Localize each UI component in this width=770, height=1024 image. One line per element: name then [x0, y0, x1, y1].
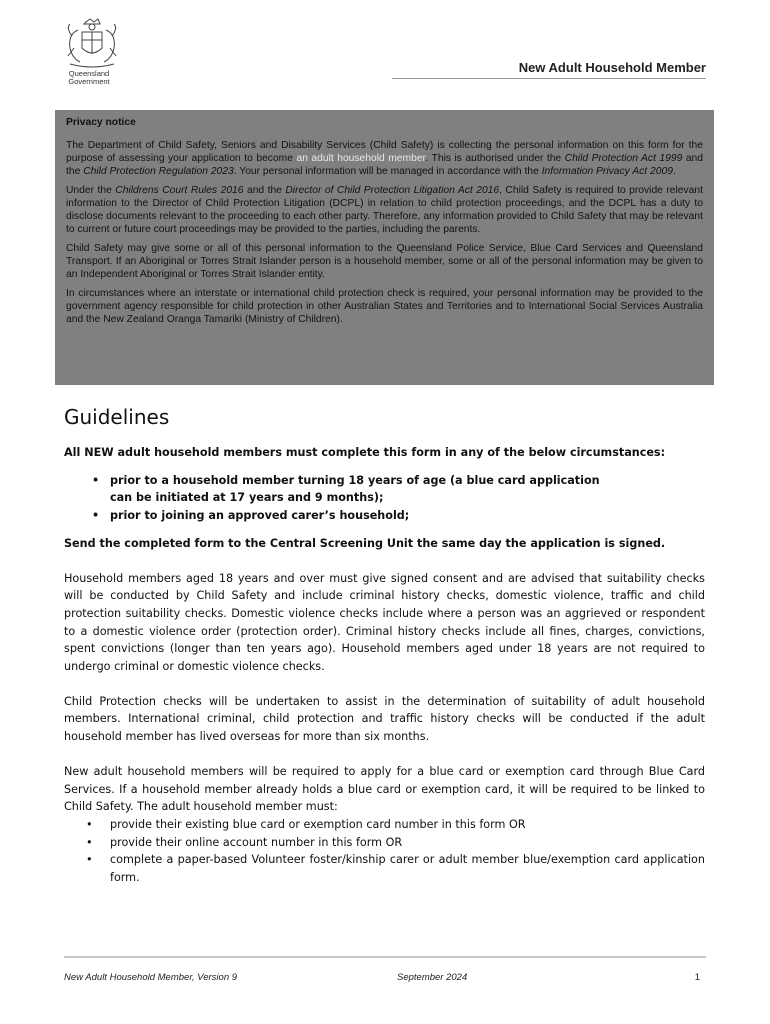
- logo-text: Queensland Government: [68, 69, 110, 86]
- queensland-government-logo: [62, 18, 124, 88]
- coat-of-arms-icon: [64, 18, 120, 70]
- list-item: • complete a paper-based Volunteer foster/kinship carer or adult member blue/exemption card application form.: [64, 851, 705, 886]
- child-protection-checks-paragraph: Child Protection checks will be undertaken to assist in the determination of suitability of adult household members. International criminal, child protection and traffic history checks will be conducted if the adult household member has lived overseas for more than six months.: [64, 694, 705, 744]
- guidelines-section: [64, 404, 705, 887]
- page-title: New Adult Household Member: [518, 60, 706, 75]
- footer-date: September 2024: [397, 972, 468, 983]
- page-number: 1: [694, 972, 700, 983]
- privacy-paragraph-2: Under the Childrens Court Rules 2016 and the Director of Child Protection Litigation Act 2016, Child Safety is required to provide relevant information to the Director of Child Protection Litigation (DCPL) in relation to child protection proceedings, and the DCPL has a duty to disclose documents relevant to the proceeding to each other party. Therefore, any information provided to Child Safety that may be relevant to current or future court proceedings may be provided to the parties, including the parents.: [66, 185, 703, 235]
- privacy-notice: [55, 110, 714, 385]
- footer-divider: [64, 956, 706, 958]
- suitability-checks-paragraph: Household members aged 18 years and over must give signed consent and are advised that suitability checks will be conducted by Child Safety and include criminal history checks, domestic violence, traffic and child protection suitability checks. Domestic violence checks include where a person was an aggrieved or respondent to a domestic violence order (protection order). Criminal history checks include all fines, charges, convictions, spent convictions (longer than ten years ago). Household members aged under 18 years are not required to undergo criminal or domestic violence checks.: [64, 571, 705, 674]
- list-item: • prior to joining an approved carer’s household;: [64, 507, 610, 525]
- guidelines-heading: Guidelines: [64, 405, 170, 429]
- privacy-heading: Privacy notice: [66, 117, 136, 128]
- privacy-paragraph-1: The Department of Child Safety, Seniors and Disability Services (Child Safety) is collecting the personal information on this form for the purpose of assessing your application to become an adult household member. This is authorised under the Child Protection Act 1999 and the Child Protection Regulation 2023. Your personal information will be managed in accordance with the Information Privacy Act 2009.: [66, 140, 703, 177]
- send-instruction: Send the completed form to the Central Screening Unit the same day the application is signed.: [64, 536, 666, 550]
- list-item: • provide their online account number in this form OR: [64, 834, 705, 852]
- privacy-paragraph-3: Child Safety may give some or all of this personal information to the Queensland Police Service, Blue Card Services and Queensland Transport. If an Aboriginal or Torres Strait Islander person is a household member, some or all of the personal information may be given to an Independent Aboriginal or Torres Strait Islander entity.: [66, 243, 703, 280]
- guidelines-intro: All NEW adult household members must complete this form in any of the below circumstances:: [64, 446, 666, 459]
- header-divider: [392, 78, 706, 79]
- blue-card-paragraph: New adult household members will be required to apply for a blue card or exemption card through Blue Card Services. If a household member already holds a blue card or exemption card, it will be required to be linked to Child Safety. The adult household member must:: [64, 764, 705, 814]
- list-item: • prior to a household member turning 18 years of age (a blue card application can be initiated at 17 years and 9 months);: [64, 472, 610, 507]
- requirements-list: [64, 816, 705, 887]
- circumstances-list: [64, 472, 705, 525]
- privacy-paragraph-4: In circumstances where an interstate or international child protection check is required, your personal information may be provided to the government agency responsible for child protection in other Australian States and Territories and to International Social Services Australia and the New Zealand Oranga Tamariki (Ministry of Children).: [66, 288, 703, 325]
- highlighted-role: an adult household member: [296, 153, 426, 164]
- footer-form-name: New Adult Household Member, Version 9: [64, 972, 238, 983]
- list-item: • provide their existing blue card or exemption card number in this form OR: [64, 816, 705, 834]
